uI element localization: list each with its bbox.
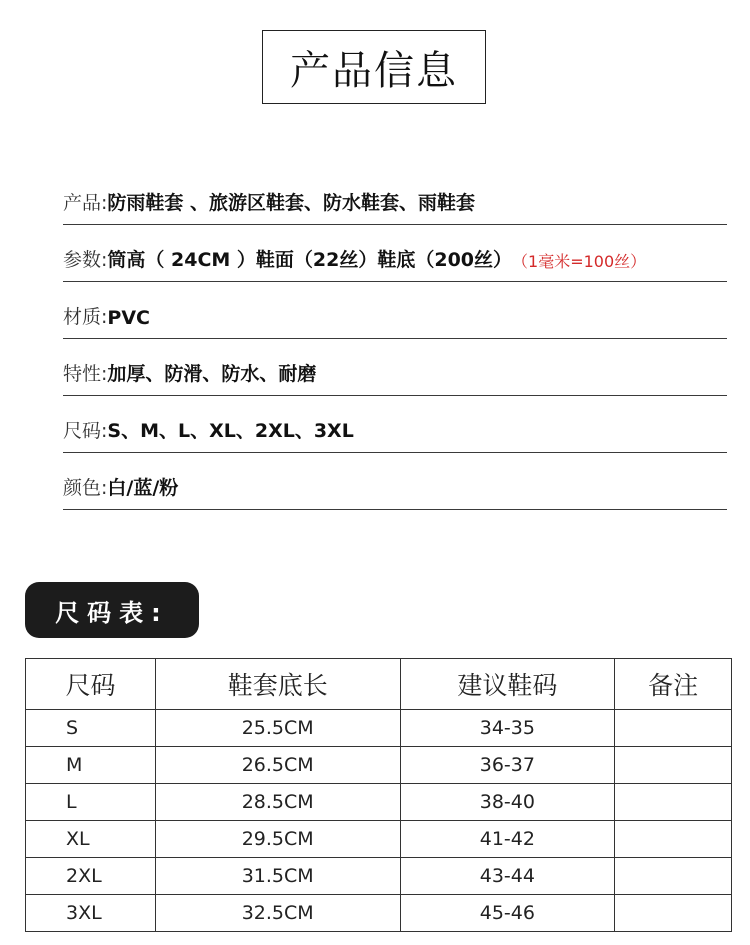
sole-length-cell: 28.5CM: [155, 784, 400, 821]
remarks-cell: [615, 821, 732, 858]
size-cell: 2XL: [26, 858, 156, 895]
header-sole-length: 鞋套底长: [155, 659, 400, 710]
sole-length-cell: 29.5CM: [155, 821, 400, 858]
info-row-product: [63, 168, 727, 225]
table-row: [26, 858, 732, 895]
size-table: [25, 658, 732, 932]
page-title: 产品信息: [262, 30, 486, 104]
table-row: [26, 747, 732, 784]
shoe-size-cell: 34-35: [400, 710, 615, 747]
size-cell: S: [26, 710, 156, 747]
remarks-cell: [615, 747, 732, 784]
info-row-colors: [63, 453, 727, 510]
remarks-cell: [615, 784, 732, 821]
info-row-params: [63, 225, 727, 282]
material-value: PVC: [107, 307, 150, 329]
size-cell: L: [26, 784, 156, 821]
remarks-cell: [615, 710, 732, 747]
table-row: [26, 895, 732, 932]
info-row-sizes: [63, 396, 727, 453]
product-info-list: [63, 168, 727, 510]
colors-value: 白/蓝/粉: [107, 477, 179, 499]
remarks-cell: [615, 895, 732, 932]
params-note: （1毫米=100丝）: [512, 252, 647, 271]
info-row-material: [63, 282, 727, 339]
table-row: [26, 710, 732, 747]
table-row: [26, 821, 732, 858]
material-label: 材质:: [63, 306, 108, 328]
params-label: 参数:: [63, 249, 108, 271]
size-cell: 3XL: [26, 895, 156, 932]
shoe-size-cell: 41-42: [400, 821, 615, 858]
sizes-value: S、M、L、XL、2XL、3XL: [107, 420, 354, 442]
shoe-size-cell: 38-40: [400, 784, 615, 821]
sizes-label: 尺码:: [63, 420, 108, 442]
header-shoe-size: 建议鞋码: [400, 659, 615, 710]
shoe-size-cell: 36-37: [400, 747, 615, 784]
header-remarks: 备注: [615, 659, 732, 710]
info-row-features: [63, 339, 727, 396]
sole-length-cell: 25.5CM: [155, 710, 400, 747]
sole-length-cell: 26.5CM: [155, 747, 400, 784]
size-cell: M: [26, 747, 156, 784]
table-row: [26, 784, 732, 821]
product-label: 产品:: [63, 192, 108, 214]
header-size: 尺码: [26, 659, 156, 710]
colors-label: 颜色:: [63, 477, 108, 499]
features-value: 加厚、防滑、防水、耐磨: [107, 363, 317, 385]
size-cell: XL: [26, 821, 156, 858]
size-table-header-row: [26, 659, 732, 710]
sole-length-cell: 32.5CM: [155, 895, 400, 932]
shoe-size-cell: 43-44: [400, 858, 615, 895]
shoe-size-cell: 45-46: [400, 895, 615, 932]
product-value: 防雨鞋套 、旅游区鞋套、防水鞋套、雨鞋套: [107, 192, 476, 214]
params-value: 筒高（ 24CM ）鞋面（22丝）鞋底（200丝）: [107, 249, 513, 271]
sole-length-cell: 31.5CM: [155, 858, 400, 895]
size-chart-heading: 尺码表:: [25, 582, 199, 638]
remarks-cell: [615, 858, 732, 895]
features-label: 特性:: [63, 363, 108, 385]
